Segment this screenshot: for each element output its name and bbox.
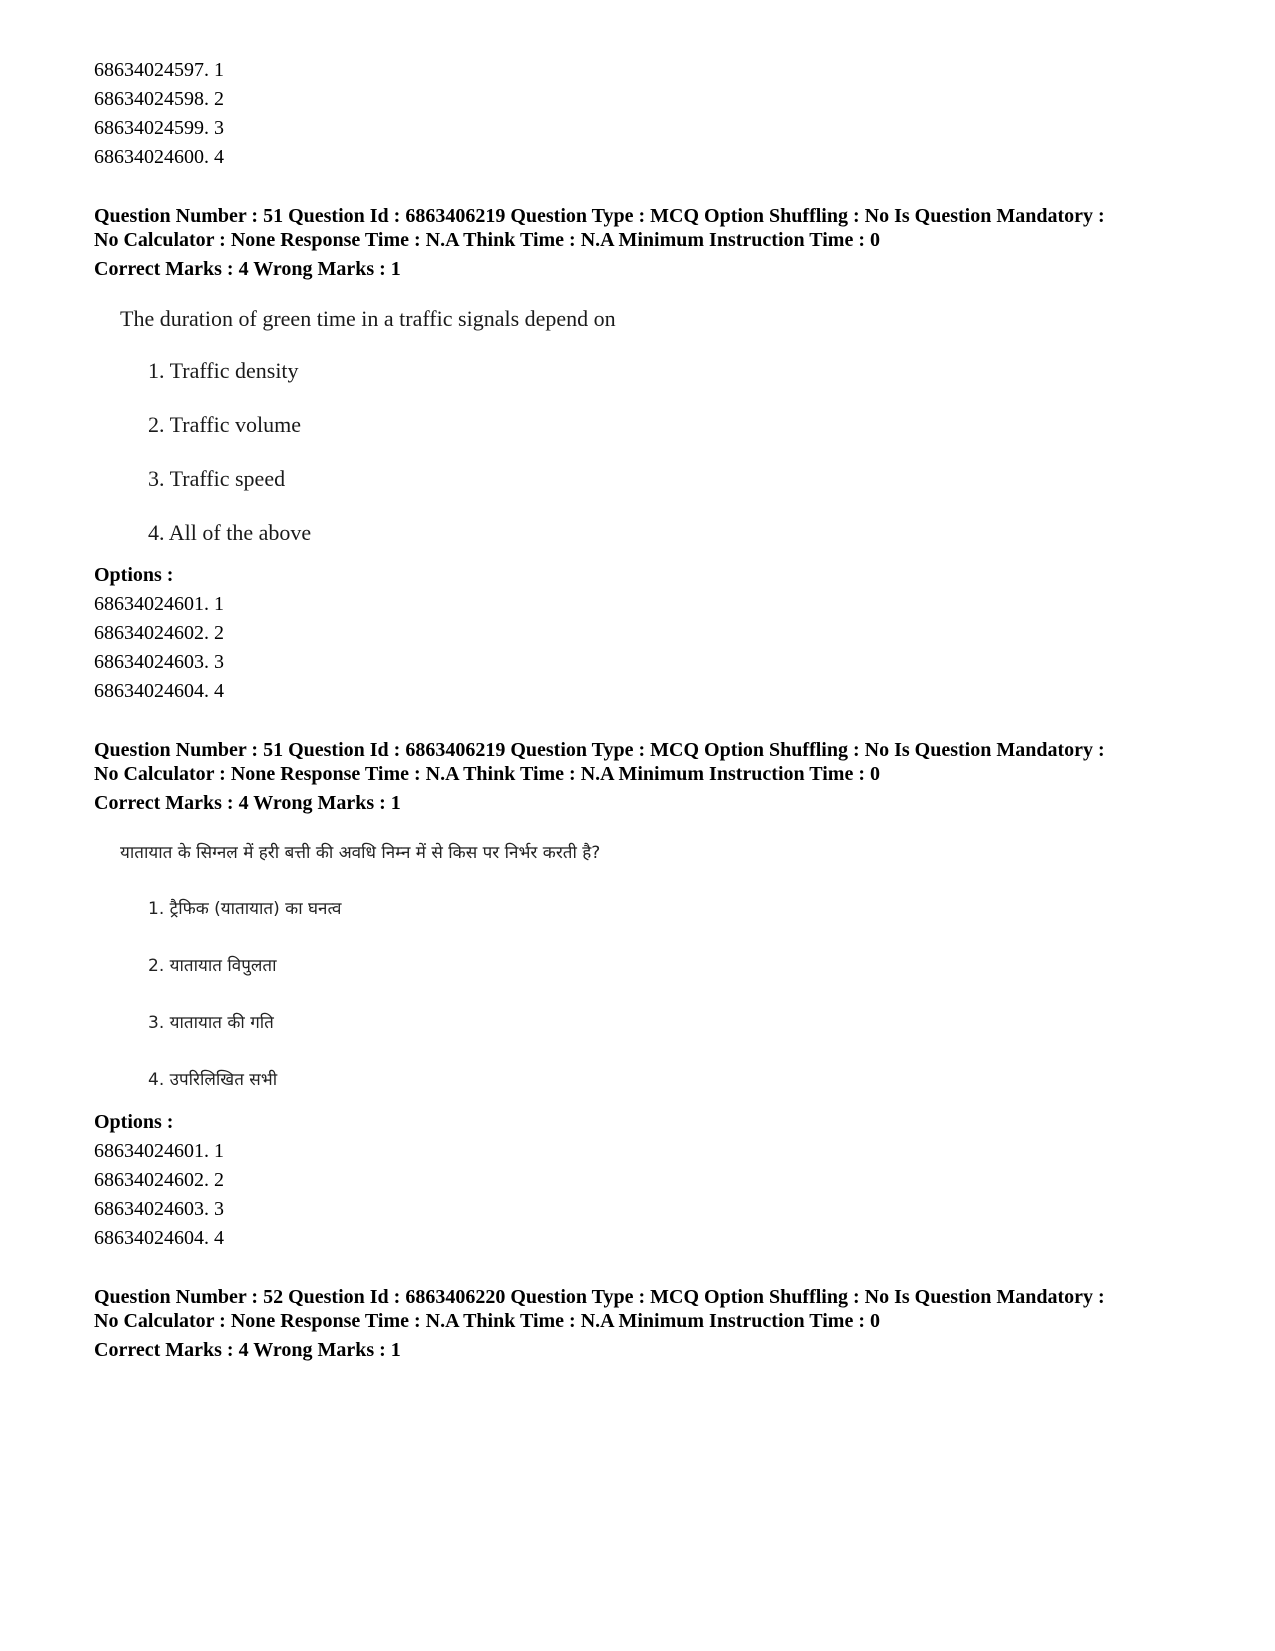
option-line: 68634024601. 1 bbox=[94, 593, 224, 615]
question-marks: Correct Marks : 4 Wrong Marks : 1 bbox=[94, 1339, 401, 1361]
question-choice: 4. All of the above bbox=[148, 520, 312, 545]
question-block-51-hindi bbox=[94, 738, 1204, 1253]
options-heading: Options : bbox=[94, 1111, 174, 1133]
question-meta bbox=[94, 1285, 1204, 1333]
question-meta-line: No Calculator : None Response Time : N.A Think Time : N.A Minimum Instruction Time : 0 bbox=[94, 763, 880, 785]
question-choice: 1. ट्रैफिक (यातायात) का घनत्व bbox=[148, 899, 342, 919]
question-choice: 4. उपरिलिखित सभी bbox=[148, 1070, 278, 1090]
option-line: 68634024604. 4 bbox=[94, 1227, 224, 1249]
document-page bbox=[94, 56, 1204, 1365]
question-marks: Correct Marks : 4 Wrong Marks : 1 bbox=[94, 792, 401, 814]
option-line: 68634024604. 4 bbox=[94, 680, 224, 702]
question-marks: Correct Marks : 4 Wrong Marks : 1 bbox=[94, 258, 401, 280]
options-heading: Options : bbox=[94, 564, 174, 586]
option-line: 68634024603. 3 bbox=[94, 1198, 224, 1220]
option-line: 68634024599. 3 bbox=[94, 117, 224, 139]
question-body bbox=[94, 304, 1204, 548]
question-meta-line: Question Number : 51 Question Id : 6863406219 Question Type : MCQ Option Shuffling : No Is Question Mandatory : bbox=[94, 205, 1105, 227]
option-line: 68634024602. 2 bbox=[94, 1169, 224, 1191]
question-meta-line: Question Number : 51 Question Id : 6863406219 Question Type : MCQ Option Shuffling : No Is Question Mandatory : bbox=[94, 739, 1105, 761]
question-text: The duration of green time in a traffic signals depend on bbox=[120, 306, 616, 331]
question-block-52 bbox=[94, 1285, 1204, 1365]
question-meta-line: No Calculator : None Response Time : N.A Think Time : N.A Minimum Instruction Time : 0 bbox=[94, 229, 880, 251]
question-choice: 1. Traffic density bbox=[148, 358, 299, 383]
option-line: 68634024600. 4 bbox=[94, 146, 224, 168]
question-meta bbox=[94, 738, 1204, 786]
question-meta bbox=[94, 204, 1204, 252]
option-line: 68634024603. 3 bbox=[94, 651, 224, 673]
question-body bbox=[94, 838, 1204, 1095]
question-choice: 2. यातायात विपुलता bbox=[148, 956, 277, 976]
question-choice: 3. यातायात की गति bbox=[148, 1013, 274, 1033]
question-meta-line: Question Number : 52 Question Id : 6863406220 Question Type : MCQ Option Shuffling : No Is Question Mandatory : bbox=[94, 1286, 1105, 1308]
option-line: 68634024602. 2 bbox=[94, 622, 224, 644]
question-block-51-english bbox=[94, 204, 1204, 706]
question-meta-line: No Calculator : None Response Time : N.A Think Time : N.A Minimum Instruction Time : 0 bbox=[94, 1310, 880, 1332]
question-choice: 3. Traffic speed bbox=[148, 466, 286, 491]
option-line: 68634024597. 1 bbox=[94, 59, 224, 81]
option-line: 68634024601. 1 bbox=[94, 1140, 224, 1162]
question-text: यातायात के सिग्नल में हरी बत्ती की अवधि निम्न में से किस पर निर्भर करती है? bbox=[120, 843, 601, 863]
option-line: 68634024598. 2 bbox=[94, 88, 224, 110]
previous-options-list bbox=[94, 56, 1204, 172]
question-choice: 2. Traffic volume bbox=[148, 412, 301, 437]
